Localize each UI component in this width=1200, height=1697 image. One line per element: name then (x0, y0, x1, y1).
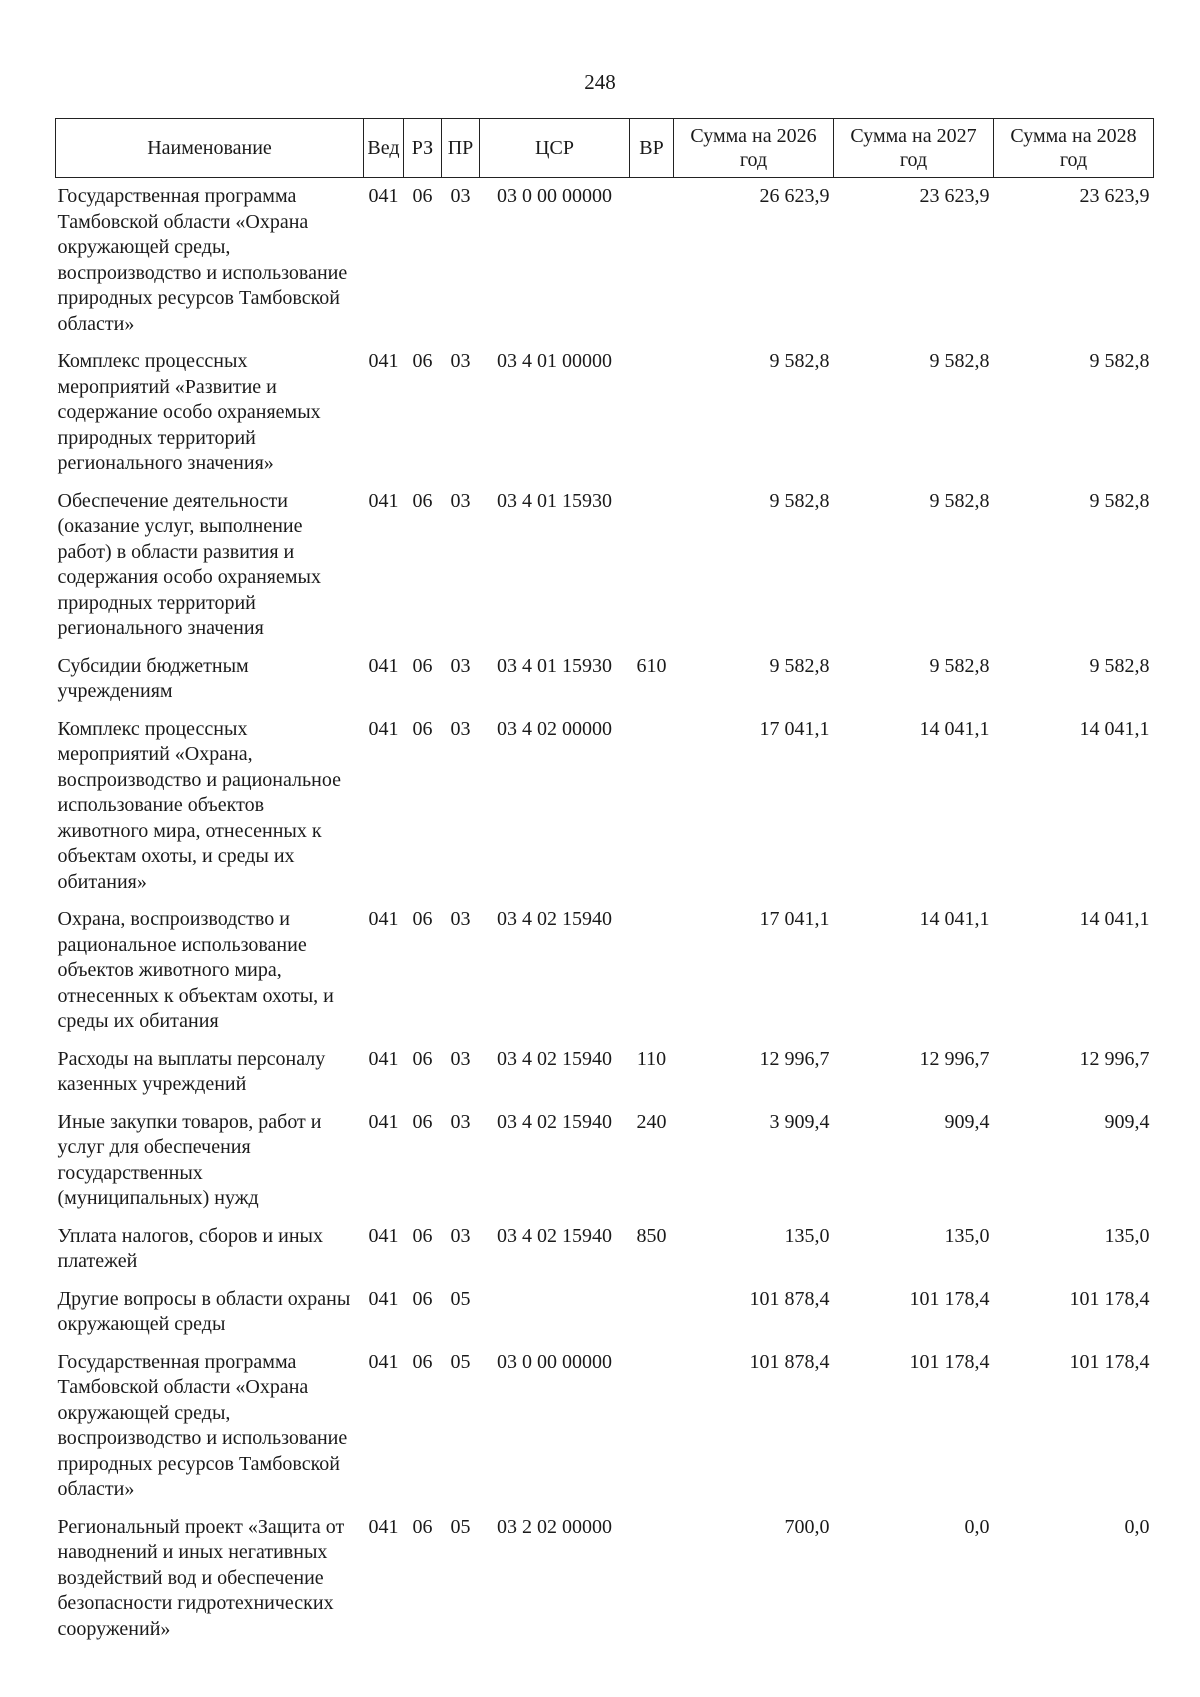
cell-rz: 06 (412, 1287, 433, 1310)
header-sum-2027: Сумма на 2027 год (834, 119, 994, 178)
cell-vr (630, 1509, 674, 1649)
cell-ved: 041 (368, 1047, 399, 1070)
cell-pr: 03 (450, 350, 471, 372)
table-row (56, 1281, 1154, 1344)
cell-sum-2027: 909,4 (944, 1110, 990, 1133)
cell-pr: 03 (450, 489, 471, 512)
cell-name: Государственная программа Тамбовской области «Охрана окружающей среды, воспроизводство и использование природных ресурсов Тамбовской области» (57, 1350, 348, 1500)
cell-csr: 03 4 01 00000 (497, 350, 612, 372)
cell-sum-2026: 135,0 (784, 1224, 830, 1247)
header-name: Наименование (56, 119, 364, 178)
cell-sum-2026: 26 623,9 (759, 185, 830, 207)
cell-csr: 03 4 02 15940 (497, 1224, 612, 1247)
cell-sum-2028: 14 041,1 (1079, 908, 1150, 930)
cell-vr (630, 343, 674, 483)
cell-name: Субсидии бюджетным учреждениям (57, 654, 249, 702)
cell-vr (630, 1281, 674, 1344)
cell-csr: 03 4 02 15940 (497, 908, 612, 930)
cell-sum-2027: 9 582,8 (929, 350, 990, 372)
table-row (56, 178, 1154, 344)
cell-sum-2027: 101 178,4 (909, 1350, 990, 1373)
cell-sum-2028: 9 582,8 (1089, 350, 1150, 372)
budget-table (55, 118, 1154, 1648)
cell-ved: 041 (368, 1110, 399, 1133)
cell-sum-2026: 12 996,7 (759, 1047, 830, 1070)
cell-rz: 06 (412, 489, 433, 512)
cell-rz: 06 (412, 1224, 433, 1247)
table-row (56, 483, 1154, 648)
table-row (56, 1509, 1154, 1649)
cell-sum-2026: 101 878,4 (749, 1350, 830, 1373)
cell-csr: 03 4 02 15940 (497, 1110, 612, 1133)
cell-ved: 041 (368, 908, 399, 930)
header-sum-2028: Сумма на 2028 год (994, 119, 1154, 178)
page-number: 248 (584, 70, 616, 94)
cell-sum-2028: 101 178,4 (1069, 1287, 1150, 1310)
cell-pr: 03 (450, 1047, 471, 1070)
table-row (56, 711, 1154, 902)
cell-vr (630, 901, 674, 1041)
cell-vr (630, 1344, 674, 1509)
header-vr: ВР (630, 119, 674, 178)
cell-pr: 03 (450, 185, 471, 207)
cell-csr (480, 1281, 630, 1344)
table-row (56, 1218, 1154, 1281)
cell-rz: 06 (412, 350, 433, 372)
cell-sum-2026: 9 582,8 (769, 489, 830, 512)
cell-sum-2028: 9 582,8 (1089, 489, 1150, 512)
cell-pr: 03 (450, 908, 471, 930)
header-sum-2026: Сумма на 2026 год (674, 119, 834, 178)
cell-sum-2027: 9 582,8 (929, 489, 990, 512)
cell-name: Региональный проект «Защита от наводнений и иных негативных воздействий вод и обеспечение безопасности гидротехнических сооружений» (57, 1515, 345, 1640)
cell-pr: 03 (450, 654, 471, 677)
cell-pr: 05 (450, 1350, 471, 1373)
cell-rz: 06 (412, 1047, 433, 1070)
cell-ved: 041 (368, 717, 399, 740)
cell-vr: 110 (636, 1047, 667, 1070)
cell-rz: 06 (412, 654, 433, 677)
cell-sum-2028: 101 178,4 (1069, 1350, 1150, 1373)
cell-sum-2027: 12 996,7 (919, 1047, 990, 1070)
cell-sum-2028: 14 041,1 (1079, 717, 1150, 740)
header-pr: ПР (442, 119, 480, 178)
cell-sum-2026: 3 909,4 (769, 1110, 830, 1133)
cell-ved: 041 (368, 1350, 399, 1373)
cell-vr: 610 (636, 654, 667, 677)
cell-sum-2028: 909,4 (1104, 1110, 1150, 1133)
cell-sum-2028: 9 582,8 (1089, 654, 1150, 677)
table-header-row (56, 119, 1154, 178)
cell-vr: 240 (636, 1110, 667, 1133)
cell-sum-2026: 17 041,1 (759, 717, 830, 740)
cell-sum-2027: 101 178,4 (909, 1287, 990, 1310)
cell-csr: 03 4 02 00000 (497, 717, 612, 740)
cell-vr (630, 711, 674, 902)
cell-vr (630, 483, 674, 648)
cell-pr: 05 (450, 1515, 471, 1538)
header-csr: ЦСР (480, 119, 630, 178)
cell-csr: 03 4 02 15940 (497, 1047, 612, 1070)
cell-name: Комплекс процессных мероприятий «Развитие и содержание особо охраняемых природных территорий регионального значения» (57, 350, 321, 474)
cell-vr (630, 178, 674, 344)
cell-sum-2028: 135,0 (1104, 1224, 1150, 1247)
cell-sum-2026: 700,0 (784, 1515, 830, 1538)
cell-sum-2027: 9 582,8 (929, 654, 990, 677)
cell-name: Иные закупки товаров, работ и услуг для обеспечения государственных (муниципальных) нужд (57, 1110, 322, 1209)
cell-sum-2027: 135,0 (944, 1224, 990, 1247)
cell-name: Государственная программа Тамбовской области «Охрана окружающей среды, воспроизводство и использование природных ресурсов Тамбовской области» (57, 185, 348, 335)
cell-sum-2028: 12 996,7 (1079, 1047, 1150, 1070)
cell-csr: 03 0 00 00000 (497, 1350, 612, 1373)
cell-ved: 041 (368, 350, 399, 372)
cell-pr: 03 (450, 1224, 471, 1247)
cell-sum-2026: 9 582,8 (769, 654, 830, 677)
cell-sum-2027: 23 623,9 (919, 185, 990, 207)
cell-ved: 041 (368, 489, 399, 512)
table-row (56, 1041, 1154, 1104)
table-row (56, 343, 1154, 483)
table-row (56, 648, 1154, 711)
cell-sum-2026: 101 878,4 (749, 1287, 830, 1310)
cell-ved: 041 (368, 1224, 399, 1247)
cell-sum-2027: 14 041,1 (919, 908, 990, 930)
cell-rz: 06 (412, 1110, 433, 1133)
cell-name: Уплата налогов, сборов и иных платежей (57, 1224, 323, 1272)
cell-ved: 041 (368, 185, 399, 207)
cell-sum-2027: 0,0 (964, 1515, 990, 1538)
cell-ved: 041 (368, 1515, 399, 1538)
cell-csr: 03 4 01 15930 (497, 654, 612, 677)
header-ved: Вед (364, 119, 404, 178)
cell-csr: 03 4 01 15930 (497, 489, 612, 512)
cell-csr: 03 2 02 00000 (497, 1515, 612, 1538)
cell-sum-2026: 17 041,1 (759, 908, 830, 930)
cell-name: Комплекс процессных мероприятий «Охрана, воспроизводство и рациональное использование объектов животного мира, отнесенных к объектам охоты, и среды их обитания» (57, 717, 341, 893)
cell-sum-2027: 14 041,1 (919, 717, 990, 740)
cell-sum-2028: 0,0 (1124, 1515, 1150, 1538)
cell-ved: 041 (368, 1287, 399, 1310)
table-row (56, 1344, 1154, 1509)
header-rz: РЗ (404, 119, 442, 178)
cell-pr: 03 (450, 717, 471, 740)
cell-vr: 850 (636, 1224, 667, 1247)
table-row (56, 901, 1154, 1041)
cell-csr: 03 0 00 00000 (497, 185, 612, 207)
cell-rz: 06 (412, 717, 433, 740)
cell-name: Охрана, воспроизводство и рациональное использование объектов животного мира, отнесенных к объектам охоты, и среды их обитания (57, 908, 334, 1032)
cell-sum-2026: 9 582,8 (769, 350, 830, 372)
cell-rz: 06 (412, 1515, 433, 1538)
cell-pr: 03 (450, 1110, 471, 1133)
cell-ved: 041 (368, 654, 399, 677)
cell-rz: 06 (412, 185, 433, 207)
cell-sum-2028: 23 623,9 (1079, 185, 1150, 207)
cell-pr: 05 (450, 1287, 471, 1310)
cell-rz: 06 (412, 1350, 433, 1373)
table-row (56, 1104, 1154, 1218)
cell-rz: 06 (412, 908, 433, 930)
cell-name: Другие вопросы в области охраны окружающей среды (57, 1287, 351, 1335)
cell-name: Обеспечение деятельности (оказание услуг, выполнение работ) в области развития и содержания особо охраняемых природных территорий регионального значения (57, 489, 321, 639)
cell-name: Расходы на выплаты персоналу казенных учреждений (57, 1047, 326, 1095)
